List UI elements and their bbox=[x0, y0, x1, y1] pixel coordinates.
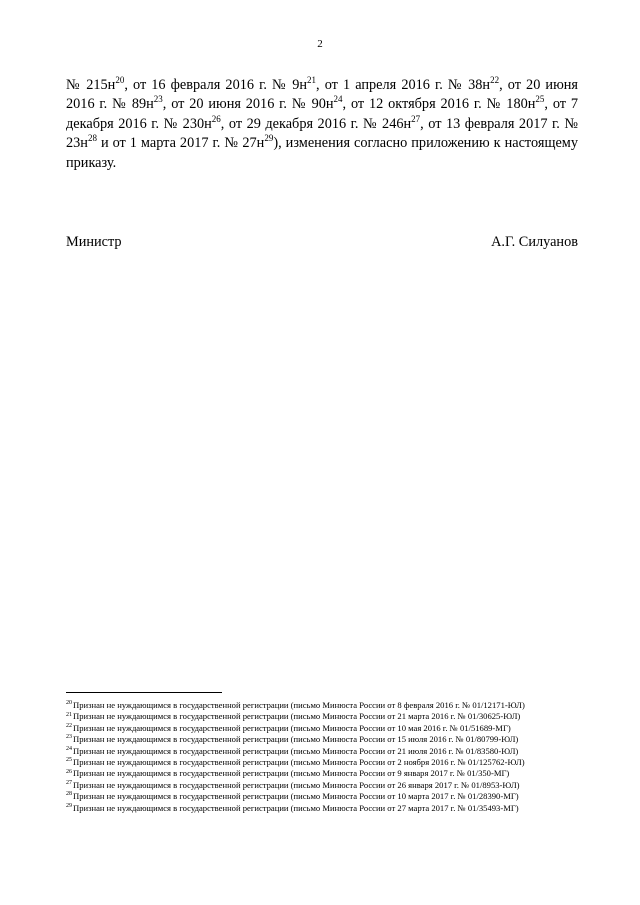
body-text-segment: , от 16 февраля 2016 г. № 9н bbox=[124, 77, 308, 93]
footnote-text: Признан не нуждающимся в государственной регистрации (письмо Минюста России от 27 марта 2017 г. № 01/35493-МГ) bbox=[73, 802, 519, 813]
footnote-number: 21 bbox=[66, 711, 72, 718]
footnote-item bbox=[66, 700, 606, 711]
footnote-item bbox=[66, 768, 606, 779]
footnote-item bbox=[66, 757, 606, 768]
footnotes-list bbox=[66, 700, 606, 814]
footnote-item bbox=[66, 734, 606, 745]
footnote-item bbox=[66, 803, 606, 814]
footnote-ref: 24 bbox=[333, 94, 343, 105]
signatory-name: А.Г. Силуанов bbox=[491, 234, 578, 250]
footnote-ref: 21 bbox=[307, 75, 317, 86]
footnote-number: 22 bbox=[66, 722, 72, 729]
footnote-text: Признан не нуждающимся в государственной регистрации (письмо Минюста России от 21 июля 2016 г. № 01/83580-ЮЛ) bbox=[73, 745, 519, 756]
body-paragraph bbox=[66, 76, 578, 173]
footnote-ref: 29 bbox=[264, 133, 274, 144]
footnote-ref: 22 bbox=[490, 75, 500, 86]
footnote-text: Признан не нуждающимся в государственной регистрации (письмо Минюста России от 21 марта 2016 г. № 01/30625-ЮЛ) bbox=[73, 711, 521, 722]
footnote-number: 28 bbox=[66, 791, 72, 798]
footnote-text: Признан не нуждающимся в государственной регистрации (письмо Минюста России от 15 июля 2016 г. № 01/80799-ЮЛ) bbox=[73, 734, 519, 745]
footnote-ref: 23 bbox=[153, 94, 163, 105]
footnote-text: Признан не нуждающимся в государственной регистрации (письмо Минюста России от 2 ноября 2016 г. № 01/125762-ЮЛ) bbox=[73, 757, 525, 768]
body-text-segment: № 215н bbox=[66, 77, 116, 93]
footnote-number: 23 bbox=[66, 734, 72, 741]
footnote-number: 25 bbox=[66, 757, 72, 764]
body-text-segment: и от 1 марта 2017 г. № 27н bbox=[96, 135, 265, 152]
footnote-text: Признан не нуждающимся в государственной регистрации (письмо Минюста России от 9 января 2017 г. № 01/350-МГ) bbox=[73, 768, 510, 779]
footnote-text: Признан не нуждающимся в государственной регистрации (письмо Минюста России от 26 января 2017 г. № 01/8953-ЮЛ) bbox=[73, 779, 520, 790]
footnote-item bbox=[66, 791, 606, 802]
body-text-segment: , от 29 декабря 2016 г. № 246н bbox=[220, 115, 412, 132]
body-text-segment: , от 20 июня 2016 г. № 89н bbox=[66, 77, 578, 113]
signature-block bbox=[66, 234, 578, 251]
body-text-segment: ), изменения согласно приложению к настоящему приказу. bbox=[66, 135, 578, 171]
footnote-item bbox=[66, 711, 606, 722]
footnote-ref: 27 bbox=[411, 114, 421, 125]
footnote-ref: 25 bbox=[535, 94, 545, 105]
footnote-number: 27 bbox=[66, 779, 72, 786]
footnote-item bbox=[66, 746, 606, 757]
footnote-text: Признан не нуждающимся в государственной регистрации (письмо Минюста России от 10 марта 2017 г. № 01/28390-МГ) bbox=[73, 791, 519, 802]
footnote-number: 26 bbox=[66, 768, 72, 775]
footnote-number: 24 bbox=[66, 745, 72, 752]
footnote-ref: 20 bbox=[115, 75, 125, 86]
footnote-text: Признан не нуждающимся в государственной регистрации (письмо Минюста России от 10 мая 2016 г. № 01/51689-МГ) bbox=[73, 722, 511, 733]
footnote-number: 29 bbox=[66, 802, 72, 809]
body-text-segment: , от 12 октября 2016 г. № 180н bbox=[342, 96, 536, 113]
footnote-text: Признан не нуждающимся в государственной регистрации (письмо Минюста России от 8 февраля 2016 г. № 01/12171-ЮЛ) bbox=[73, 700, 525, 710]
body-text-segment: , от 1 апреля 2016 г. № 38н bbox=[316, 77, 491, 93]
footnote-ref: 26 bbox=[211, 114, 221, 125]
page-number: 2 bbox=[317, 38, 323, 50]
body-text-segment: , от 13 февраля 2017 г. № 23н bbox=[66, 115, 578, 152]
signatory-position: Министр bbox=[66, 234, 122, 250]
footnote-item bbox=[66, 780, 606, 791]
body-text-segment: , от 20 июня 2016 г. № 90н bbox=[162, 96, 334, 113]
footnote-item bbox=[66, 723, 606, 734]
body-text-segment: , от 7 декабря 2016 г. № 230н bbox=[66, 96, 579, 132]
footnote-ref: 28 bbox=[87, 133, 97, 144]
footnote-number: 20 bbox=[66, 700, 72, 707]
footnote-separator bbox=[66, 692, 222, 693]
